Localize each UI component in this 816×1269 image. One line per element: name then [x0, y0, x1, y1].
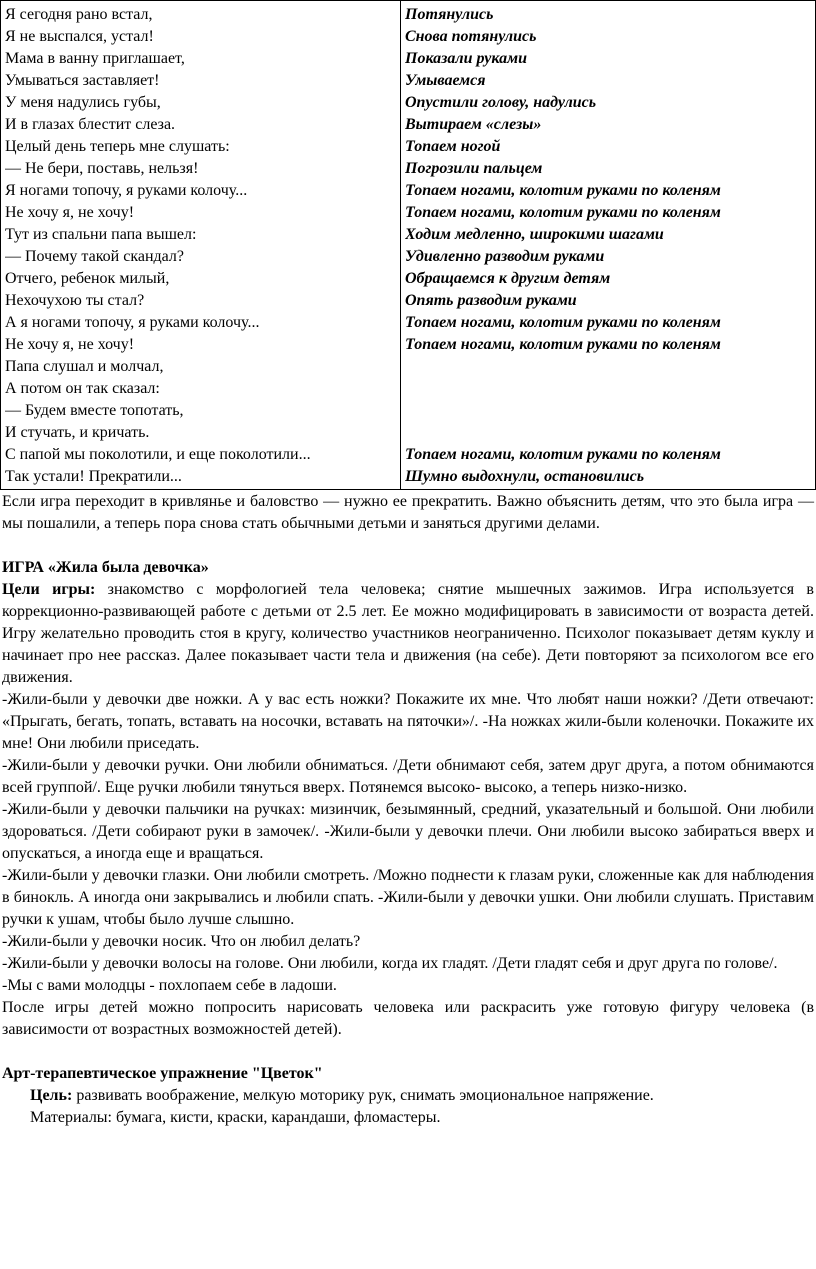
- art-goal-text: развивать воображение, мелкую моторику рук, снимать эмоциональное напряжение.: [72, 1087, 654, 1104]
- poem-line: Я ногами топочу, я руками колочу...: [5, 182, 248, 199]
- poem-table: [0, 0, 816, 490]
- poem-line: А потом он так сказал:: [5, 380, 160, 397]
- poem-action: Топаем ногами, колотим руками по коленям: [405, 204, 721, 221]
- poem-text-column: [1, 1, 401, 490]
- spacer: [2, 535, 814, 557]
- poem-line: Нехочухою ты стал?: [5, 292, 145, 309]
- poem-line: Я сегодня рано встал,: [5, 6, 153, 23]
- game-goals-label: Цели игры:: [2, 581, 96, 598]
- poem-line: Целый день теперь мне слушать:: [5, 138, 230, 155]
- poem-action: Опять разводим руками: [405, 292, 577, 309]
- spacer: [2, 1041, 814, 1063]
- poem-line: Не хочу я, не хочу!: [5, 336, 135, 353]
- game-goals-paragraph: [2, 579, 814, 689]
- poem-action: Удивленно разводим руками: [405, 248, 605, 265]
- game-paragraph: -Жили-были у девочки глазки. Они любили смотреть. /Можно поднести к глазам руки, сложенные как для наблюдения в бинокль. А иногда они закрывались и любили спать. -Жили-были у девочки ушки. Они любили слушать. Приставим ручки к ушам, чтобы было лучше слышно.: [2, 867, 814, 928]
- game-paragraph: -Мы с вами молодцы - похлопаем себе в ладоши.: [2, 977, 337, 994]
- poem-line: Так устали! Прекратили...: [5, 468, 182, 485]
- poem-action: [405, 378, 811, 400]
- poem-line: Отчего, ребенок милый,: [5, 270, 170, 287]
- poem-action: Обращаемся к другим детям: [405, 270, 611, 287]
- art-title: Арт-терапевтическое упражнение "Цветок": [2, 1065, 323, 1082]
- game-title: ИГРА «Жила была девочка»: [2, 559, 209, 576]
- poem-action: Шумно выдохнули, остановились: [405, 468, 645, 485]
- poem-action: Топаем ногами, колотим руками по коленям: [405, 446, 721, 463]
- poem-action: [405, 422, 811, 444]
- poem-table-row: [1, 1, 816, 490]
- poem-line: Мама в ванну приглашает,: [5, 50, 185, 67]
- poem-line: А я ногами топочу, я руками колочу...: [5, 314, 260, 331]
- game-paragraph: -Жили-были у девочки пальчики на ручках: мизинчик, безымянный, средний, указательный и большой. Они любили здороваться. /Дети собирают руки в замочек/. -Жили-были у девочки плечи. Они любили высоко забираться вверх и опускаться, а иногда еще и вращаться.: [2, 801, 814, 862]
- poem-action: Показали руками: [405, 50, 527, 67]
- poem-action: Погрозили пальцем: [405, 160, 543, 177]
- poem-line: — Будем вместе топотать,: [5, 402, 184, 419]
- poem-line: Я не выспался, устал!: [5, 28, 154, 45]
- art-goal-label: Цель:: [30, 1087, 73, 1104]
- poem-line: У меня надулись губы,: [5, 94, 161, 111]
- after-poem-paragraph: Если игра переходит в кривлянье и баловство — нужно ее прекратить. Важно объяснить детям, что это была игра — мы пошалили, а теперь пора снова стать обычными детьми и заняться другими делами.: [2, 493, 814, 532]
- poem-action: Потянулись: [405, 6, 494, 23]
- game-goals-text: знакомство с морфологией тела человека; снятие мышечных зажимов. Игра используется в коррекционно-развивающей работе с детьми от 2.5 лет. Ее можно модифицировать в зависимости от возраста детей. Игру желательно проводить стоя в кругу, количество участников неограниченно. Психолог показывает детям куклу и начинает про нее рассказ. Далее показывает части тела и движения (на себе). Дети повторяют за психологом все его движения.: [2, 581, 814, 686]
- game-paragraph: -Жили-были у девочки ручки. Они любили обниматься. /Дети обнимают себя, затем друг друга, а потом обнимаются всей группой/. Еще ручки любили тянуться вверх. Потянемся высоко- высоко, а теперь низко-низко.: [2, 757, 814, 796]
- poem-action-column: [401, 1, 816, 490]
- poem-action: Топаем ногами, колотим руками по коленям: [405, 182, 721, 199]
- poem-action: Ходим медленно, широкими шагами: [405, 226, 664, 243]
- art-goal-paragraph: [2, 1085, 814, 1107]
- game-paragraph: -Жили-были у девочки носик. Что он любил делать?: [2, 933, 361, 950]
- game-paragraph: -Жили-были у девочки две ножки. А у вас есть ножки? Покажите их мне. Что любят наши ножки? /Дети отвечают: «Прыгать, бегать, топать, вставать на носочки, вставать на пяточки»/. -На ножках жили-были коленочки. Покажите их мне! Они любили приседать.: [2, 691, 814, 752]
- document-body: [2, 491, 814, 1129]
- poem-line: С папой мы поколотили, и еще поколотили...: [5, 446, 311, 463]
- poem-line: — Не бери, поставь, нельзя!: [5, 160, 199, 177]
- poem-action: Опустили голову, надулись: [405, 94, 597, 111]
- poem-action: Топаем ногами, колотим руками по коленям: [405, 314, 721, 331]
- poem-line: И в глазах блестит слеза.: [5, 116, 176, 133]
- poem-line: Папа слушал и молчал,: [5, 358, 164, 375]
- poem-action: [405, 400, 811, 422]
- poem-line: Умываться заставляет!: [5, 72, 160, 89]
- game-paragraph: После игры детей можно попросить нарисовать человека или раскрасить уже готовую фигуру человека (в зависимости от возрастных возможностей детей).: [2, 999, 814, 1038]
- poem-action: Топаем ногами, колотим руками по коленям: [405, 336, 721, 353]
- art-materials: Материалы: бумага, кисти, краски, карандаши, фломастеры.: [30, 1109, 441, 1126]
- poem-action: [405, 356, 811, 378]
- poem-line: Тут из спальни папа вышел:: [5, 226, 197, 243]
- poem-line: — Почему такой скандал?: [5, 248, 184, 265]
- poem-action: Снова потянулись: [405, 28, 537, 45]
- poem-line: Не хочу я, не хочу!: [5, 204, 135, 221]
- poem-line: И стучать, и кричать.: [5, 424, 150, 441]
- poem-action: Умываемся: [405, 72, 486, 89]
- game-paragraph: -Жили-были у девочки волосы на голове. Они любили, когда их гладят. /Дети гладят себя и друг друга по голове/.: [2, 955, 778, 972]
- poem-action: Топаем ногой: [405, 138, 501, 155]
- poem-action: Вытираем «слезы»: [405, 116, 542, 133]
